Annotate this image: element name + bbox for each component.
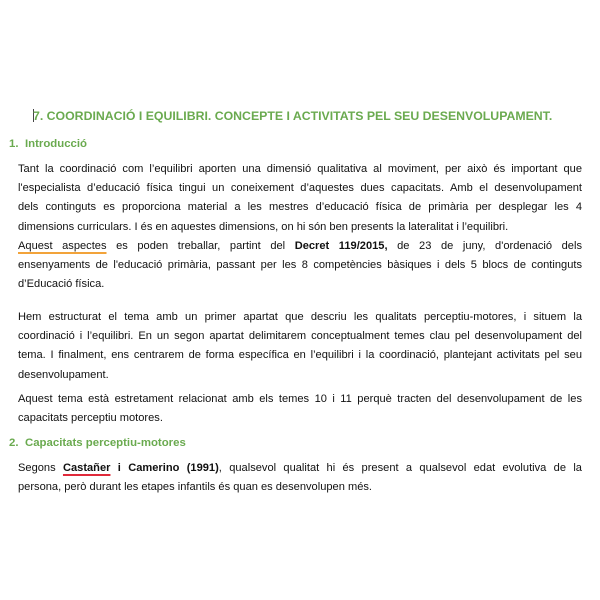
section-heading-capacitats[interactable]	[9, 437, 186, 449]
text-line: Tant la coordinació com l’equilibri aporten una dimensió qualitativa al moviment, per això és important que	[18, 163, 582, 175]
text-line: persona, però durant les etapes infantils és quan es desenvolupen més.	[18, 481, 372, 494]
decree-reference: Decret 119/2015,	[294, 239, 388, 252]
section-number: 1.	[9, 138, 19, 150]
text-line: dels continguts es proporciona material a les mestres d’educació física de primària per desplegar les 4	[18, 201, 582, 214]
text-line: Hem estructurat el tema amb un primer apartat que descriu les qualitats perceptiu-motores, i situem la	[18, 311, 582, 323]
document-title[interactable]: 7. COORDINACIÓ I EQUILIBRI. CONCEPTE I ACTIVITATS PEL SEU DESENVOLUPAMENT.	[33, 109, 553, 123]
text-line: dimensions curriculars. I és en aquestes dimensions, on hi són ben presents la lateralitat i l’equilibri.	[18, 220, 509, 233]
text-line: d’Educació física.	[18, 278, 105, 291]
text-line: capacitats perceptiu motores.	[18, 412, 163, 425]
author-citation: i Camerino (1991)	[110, 462, 219, 474]
paragraph-intro-1[interactable]	[18, 160, 582, 294]
section-heading-text: Introducció	[25, 138, 88, 150]
text-line: Aquest tema està estretament relacionat amb els temes 10 i 11 perquè tracten del desenvolupament de les	[18, 393, 582, 405]
paragraph-intro-3[interactable]	[18, 390, 582, 428]
text-line: ensenyaments de l'educació primària, passant per les 8 competències bàsiques i dels 5 blocs de continguts	[18, 258, 582, 271]
spelling-flagged-text[interactable]: Castañer	[62, 462, 111, 474]
paragraph-intro-2[interactable]	[18, 308, 582, 385]
text-line: Segons Castañer i Camerino (1991), qualsevol qualitat hi és present a qualsevol edat evolutiva de la	[18, 462, 582, 474]
text-line: Aquest aspectes es poden treballar, partint del Decret 119/2015, de 23 de juny, d'ordenació dels	[18, 239, 582, 252]
section-number: 2.	[9, 437, 19, 449]
text-line: desenvolupament.	[18, 368, 109, 381]
grammar-flagged-text[interactable]: Aquest aspectes	[18, 239, 107, 252]
text-line: tema. I finalment, ens centrarem de forma específica en l’equilibri i la coordinació, plantejant activitats pel seu	[18, 349, 582, 362]
section-heading-introduccio[interactable]	[9, 138, 87, 150]
paragraph-capacitats-1[interactable]	[18, 459, 582, 497]
text-line: l'especialista d’educació física tingui un coneixement d’aquestes dues capacitats. Amb el desenvolupament	[18, 182, 582, 195]
text-line: coordinació i l’equilibri. En un segon apartat delimitarem conceptualment temes clau pel desenvolupament del	[18, 330, 582, 343]
section-heading-text: Capacitats perceptiu-motores	[25, 437, 186, 449]
